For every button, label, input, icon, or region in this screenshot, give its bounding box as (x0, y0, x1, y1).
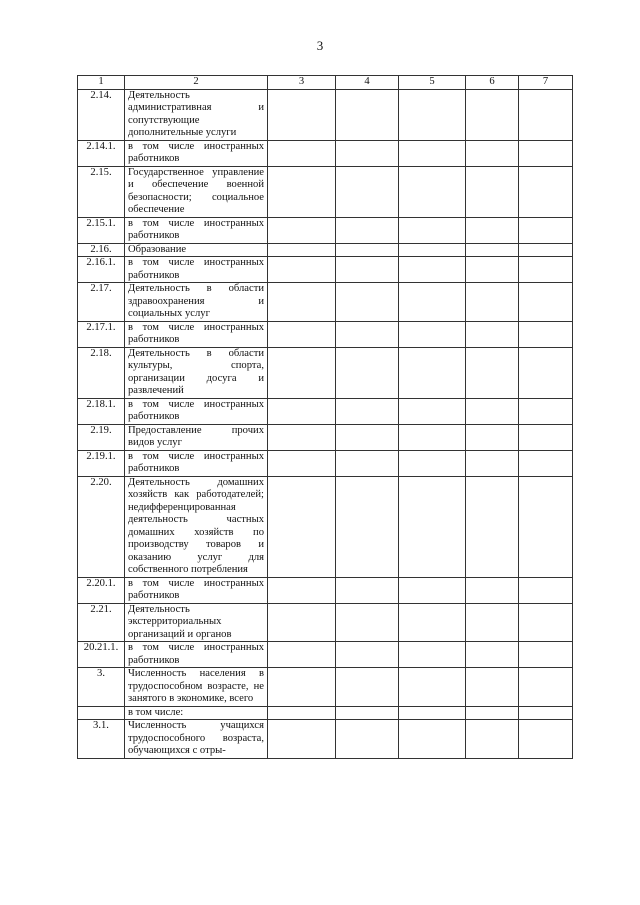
value-cell (519, 450, 573, 476)
value-cell (519, 476, 573, 577)
table-row (78, 166, 573, 217)
value-cell (519, 398, 573, 424)
page-number: 3 (316, 38, 324, 53)
row-number: 2.16. (78, 243, 125, 257)
row-description: Предоставление прочих видов услуг (125, 424, 268, 450)
row-description: в том числе иностранных работников (125, 398, 268, 424)
value-cell (268, 603, 336, 642)
value-cell (466, 577, 519, 603)
header-col-4: 4 (336, 76, 399, 90)
value-cell (399, 476, 466, 577)
header-col-3: 3 (268, 76, 336, 90)
value-cell (466, 217, 519, 243)
value-cell (399, 642, 466, 668)
value-cell (399, 398, 466, 424)
table-row (78, 706, 573, 720)
row-description: Деятельность экстерриториальных организаций и органов (125, 603, 268, 642)
table-row (78, 668, 573, 707)
value-cell (268, 217, 336, 243)
value-cell (336, 257, 399, 283)
value-cell (399, 166, 466, 217)
value-cell (336, 217, 399, 243)
value-cell (519, 720, 573, 759)
value-cell (268, 706, 336, 720)
value-cell (519, 243, 573, 257)
table-row (78, 321, 573, 347)
table-row (78, 603, 573, 642)
table-row (78, 89, 573, 140)
row-number: 2.16.1. (78, 257, 125, 283)
header-col-2: 2 (125, 76, 268, 90)
value-cell (399, 283, 466, 322)
row-number: 2.19.1. (78, 450, 125, 476)
value-cell (336, 450, 399, 476)
row-number: 2.17. (78, 283, 125, 322)
value-cell (268, 89, 336, 140)
value-cell (268, 642, 336, 668)
table-row (78, 347, 573, 398)
row-description: Образование (125, 243, 268, 257)
value-cell (399, 140, 466, 166)
value-cell (519, 642, 573, 668)
row-number: 3.1. (78, 720, 125, 759)
value-cell (466, 140, 519, 166)
value-cell (336, 642, 399, 668)
value-cell (268, 668, 336, 707)
row-description: Деятельность административная и сопутствующие дополнительные услуги (125, 89, 268, 140)
row-number: 2.21. (78, 603, 125, 642)
value-cell (399, 577, 466, 603)
value-cell (399, 321, 466, 347)
row-description: Деятельность в области здравоохранения и социальных услуг (125, 283, 268, 322)
value-cell (519, 577, 573, 603)
row-description: Численность учащихся трудоспособного возраста, обучающихся с отры- (125, 720, 268, 759)
value-cell (268, 257, 336, 283)
value-cell (399, 347, 466, 398)
row-number: 2.20.1. (78, 577, 125, 603)
value-cell (268, 321, 336, 347)
value-cell (399, 243, 466, 257)
value-cell (399, 89, 466, 140)
value-cell (336, 321, 399, 347)
row-number: 2.14. (78, 89, 125, 140)
table-row (78, 577, 573, 603)
value-cell (336, 706, 399, 720)
value-cell (466, 283, 519, 322)
table-row (78, 257, 573, 283)
row-description: в том числе иностранных работников (125, 642, 268, 668)
value-cell (519, 321, 573, 347)
value-cell (268, 347, 336, 398)
value-cell (466, 398, 519, 424)
row-number: 2.17.1. (78, 321, 125, 347)
value-cell (268, 398, 336, 424)
value-cell (268, 577, 336, 603)
table-row (78, 450, 573, 476)
value-cell (466, 720, 519, 759)
header-row (78, 76, 573, 90)
value-cell (519, 217, 573, 243)
row-number: 2.20. (78, 476, 125, 577)
value-cell (336, 603, 399, 642)
table-row (78, 217, 573, 243)
table-row (78, 424, 573, 450)
value-cell (519, 166, 573, 217)
value-cell (336, 398, 399, 424)
row-number: 2.14.1. (78, 140, 125, 166)
row-description: в том числе иностранных работников (125, 217, 268, 243)
value-cell (268, 424, 336, 450)
row-number: 3. (78, 668, 125, 707)
row-description: Деятельность домашних хозяйств как работодателей; недифференцированная деятельность частных домашних хозяйств по производству товаров и оказанию услуг для собственного потребления (125, 476, 268, 577)
value-cell (268, 450, 336, 476)
table-row (78, 720, 573, 759)
value-cell (519, 257, 573, 283)
value-cell (268, 243, 336, 257)
row-description: в том числе иностранных работников (125, 140, 268, 166)
value-cell (466, 476, 519, 577)
table-row (78, 642, 573, 668)
value-cell (336, 283, 399, 322)
row-number (78, 706, 125, 720)
value-cell (399, 720, 466, 759)
value-cell (519, 603, 573, 642)
value-cell (336, 577, 399, 603)
value-cell (519, 668, 573, 707)
value-cell (466, 243, 519, 257)
table-row (78, 243, 573, 257)
value-cell (466, 642, 519, 668)
value-cell (336, 347, 399, 398)
value-cell (336, 140, 399, 166)
row-number: 2.19. (78, 424, 125, 450)
value-cell (399, 257, 466, 283)
value-cell (268, 720, 336, 759)
table-row (78, 398, 573, 424)
table-row (78, 140, 573, 166)
table-row (78, 283, 573, 322)
statistics-table (77, 75, 573, 759)
row-description: Деятельность в области культуры, спорта, организации досуга и развлечений (125, 347, 268, 398)
header-col-1: 1 (78, 76, 125, 90)
value-cell (519, 347, 573, 398)
row-description: в том числе иностранных работников (125, 450, 268, 476)
value-cell (268, 140, 336, 166)
value-cell (399, 450, 466, 476)
row-number: 2.18.1. (78, 398, 125, 424)
value-cell (336, 166, 399, 217)
value-cell (466, 668, 519, 707)
value-cell (336, 720, 399, 759)
header-col-6: 6 (466, 76, 519, 90)
value-cell (519, 424, 573, 450)
value-cell (466, 603, 519, 642)
value-cell (268, 166, 336, 217)
row-description: в том числе иностранных работников (125, 577, 268, 603)
row-description: в том числе иностранных работников (125, 321, 268, 347)
header-col-5: 5 (399, 76, 466, 90)
row-number: 20.21.1. (78, 642, 125, 668)
value-cell (466, 347, 519, 398)
value-cell (399, 668, 466, 707)
row-number: 2.15. (78, 166, 125, 217)
value-cell (466, 450, 519, 476)
value-cell (519, 283, 573, 322)
value-cell (519, 140, 573, 166)
value-cell (399, 217, 466, 243)
value-cell (466, 89, 519, 140)
value-cell (519, 89, 573, 140)
row-description: Численность населения в трудоспособном возрасте, не занятого в экономике, всего (125, 668, 268, 707)
value-cell (466, 166, 519, 217)
row-number: 2.18. (78, 347, 125, 398)
value-cell (466, 424, 519, 450)
value-cell (519, 706, 573, 720)
value-cell (336, 476, 399, 577)
value-cell (399, 706, 466, 720)
value-cell (268, 476, 336, 577)
value-cell (466, 257, 519, 283)
value-cell (466, 706, 519, 720)
value-cell (336, 243, 399, 257)
value-cell (399, 424, 466, 450)
row-description: Государственное управление и обеспечение военной безопасности; социальное обеспечение (125, 166, 268, 217)
value-cell (336, 668, 399, 707)
value-cell (336, 424, 399, 450)
row-description: в том числе: (125, 706, 268, 720)
value-cell (466, 321, 519, 347)
value-cell (399, 603, 466, 642)
value-cell (336, 89, 399, 140)
value-cell (268, 283, 336, 322)
row-description: в том числе иностранных работников (125, 257, 268, 283)
row-number: 2.15.1. (78, 217, 125, 243)
table-row (78, 476, 573, 577)
header-col-7: 7 (519, 76, 573, 90)
